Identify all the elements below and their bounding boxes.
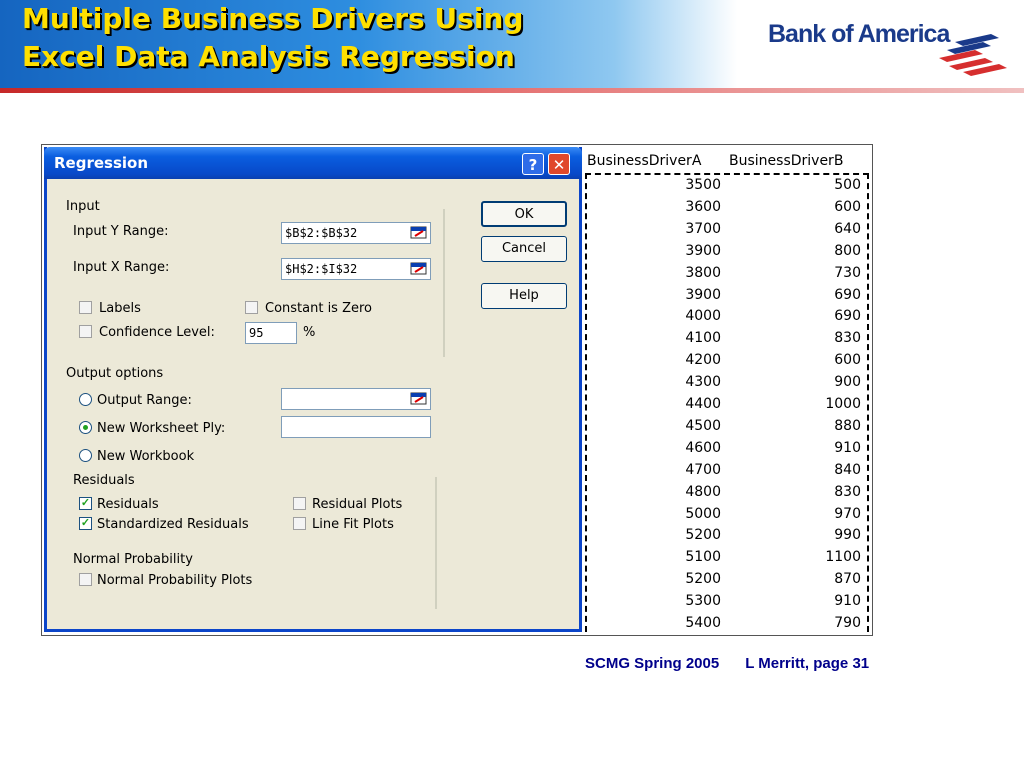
- input-x-label: Input X Range:: [73, 260, 170, 275]
- cell-driver-a[interactable]: 4800: [685, 483, 721, 500]
- cell-driver-b[interactable]: 830: [834, 483, 861, 500]
- range-collapse-icon[interactable]: [409, 260, 429, 278]
- spreadsheet-data: [585, 147, 869, 632]
- output-range-radio[interactable]: [79, 393, 92, 406]
- residual-plots-checkbox[interactable]: [293, 497, 306, 510]
- help-question-icon[interactable]: ?: [522, 153, 544, 175]
- selection-marquee: [585, 173, 869, 175]
- group-divider: [443, 209, 445, 357]
- new-workbook-radio[interactable]: [79, 449, 92, 462]
- cell-driver-b[interactable]: 870: [834, 571, 861, 588]
- close-icon[interactable]: ✕: [548, 153, 570, 175]
- cell-driver-a[interactable]: 5100: [685, 549, 721, 566]
- cell-driver-b[interactable]: 790: [834, 615, 861, 631]
- slide-title-line1: Multiple Business Drivers Using: [22, 2, 524, 35]
- cell-driver-b[interactable]: 690: [834, 286, 861, 303]
- ok-button[interactable]: OK: [481, 201, 567, 227]
- output-group-label: Output options: [66, 366, 164, 381]
- regression-dialog: [44, 147, 582, 632]
- constant-zero-checkbox[interactable]: [245, 301, 258, 314]
- confidence-value-field[interactable]: 95: [245, 322, 297, 344]
- cell-driver-b[interactable]: 600: [834, 198, 861, 215]
- cell-driver-a[interactable]: 4600: [685, 439, 721, 456]
- new-ply-radio[interactable]: [79, 421, 92, 434]
- cell-driver-b[interactable]: 910: [834, 439, 861, 456]
- selection-marquee: [867, 173, 869, 632]
- new-ply-field[interactable]: [281, 416, 431, 438]
- labels-checkbox[interactable]: [79, 301, 92, 314]
- cancel-button[interactable]: Cancel: [481, 236, 567, 262]
- residuals-checkbox[interactable]: ✓: [80, 497, 91, 509]
- cell-driver-a[interactable]: 5200: [685, 571, 721, 588]
- cell-driver-b[interactable]: 600: [834, 352, 861, 369]
- range-collapse-icon[interactable]: [409, 390, 429, 408]
- confidence-label: Confidence Level:: [99, 325, 215, 340]
- new-workbook-label: New Workbook: [97, 449, 195, 464]
- bank-logo-text: Bank of America: [768, 20, 950, 48]
- cell-driver-b[interactable]: 970: [834, 505, 861, 522]
- confidence-checkbox[interactable]: [79, 325, 92, 338]
- range-collapse-icon[interactable]: [409, 224, 429, 242]
- cell-driver-b[interactable]: 830: [834, 330, 861, 347]
- cell-driver-b[interactable]: 900: [834, 374, 861, 391]
- cell-driver-a[interactable]: 5300: [685, 593, 721, 610]
- selected-dot-icon: [83, 425, 88, 430]
- line-fit-label: Line Fit Plots: [312, 517, 394, 532]
- cell-driver-b[interactable]: 640: [834, 220, 861, 237]
- cell-driver-b[interactable]: 730: [834, 264, 861, 281]
- cell-driver-a[interactable]: 3600: [685, 198, 721, 215]
- residual-plots-label: Residual Plots: [312, 497, 403, 512]
- cell-driver-b[interactable]: 1000: [825, 396, 861, 412]
- banner-divider: [0, 88, 1024, 93]
- input-x-range-field[interactable]: $H$2:$I$32: [281, 258, 431, 280]
- footer-page-number: 31: [852, 655, 870, 672]
- cell-driver-a[interactable]: 4000: [685, 308, 721, 325]
- cell-driver-a[interactable]: 3900: [685, 242, 721, 259]
- cell-driver-b[interactable]: 690: [834, 308, 861, 325]
- cell-driver-a[interactable]: 4100: [685, 330, 721, 347]
- new-ply-label: New Worksheet Ply:: [97, 421, 226, 436]
- cell-driver-a[interactable]: 4700: [685, 461, 721, 478]
- dialog-titlebar[interactable]: [44, 147, 582, 179]
- percent-label: %: [303, 325, 316, 340]
- cell-driver-b[interactable]: 990: [834, 527, 861, 544]
- line-fit-checkbox[interactable]: [293, 517, 306, 530]
- cell-driver-a[interactable]: 5200: [685, 527, 721, 544]
- slide-title-line2: Excel Data Analysis Regression: [22, 40, 515, 73]
- labels-label: Labels: [99, 301, 141, 316]
- cell-driver-a[interactable]: 5000: [685, 505, 721, 522]
- cell-driver-a[interactable]: 4200: [685, 352, 721, 369]
- input-y-label: Input Y Range:: [73, 224, 169, 239]
- cell-driver-a[interactable]: 3500: [685, 177, 721, 193]
- flag-logo-icon: [933, 32, 1015, 76]
- column-header: BusinessDriverA: [587, 153, 702, 169]
- normal-group-label: Normal Probability: [73, 552, 193, 567]
- help-button[interactable]: Help: [481, 283, 567, 309]
- cell-driver-a[interactable]: 3900: [685, 286, 721, 303]
- cell-driver-a[interactable]: 3700: [685, 220, 721, 237]
- screenshot-frame: [41, 144, 873, 636]
- cell-driver-a[interactable]: 4300: [685, 374, 721, 391]
- dialog-title: Regression: [54, 154, 149, 172]
- residuals-group-label: Residuals: [73, 473, 135, 488]
- footer-author: L Merritt, page: [745, 655, 849, 672]
- constant-zero-label: Constant is Zero: [265, 301, 373, 316]
- cell-driver-b[interactable]: 880: [834, 417, 861, 434]
- residuals-label: Residuals: [97, 497, 159, 512]
- footer-event: SCMG Spring 2005: [585, 655, 720, 672]
- input-group-label: Input: [66, 199, 100, 214]
- cell-driver-b[interactable]: 800: [834, 242, 861, 259]
- std-residuals-label: Standardized Residuals: [97, 517, 249, 532]
- cell-driver-a[interactable]: 3800: [685, 264, 721, 281]
- std-residuals-checkbox[interactable]: ✓: [80, 517, 91, 529]
- normal-plots-checkbox[interactable]: [79, 573, 92, 586]
- selection-marquee: [585, 173, 587, 632]
- cell-driver-b[interactable]: 840: [834, 461, 861, 478]
- cell-driver-b[interactable]: 500: [834, 177, 861, 193]
- input-y-range-field[interactable]: $B$2:$B$32: [281, 222, 431, 244]
- cell-driver-a[interactable]: 5400: [685, 615, 721, 631]
- output-range-label: Output Range:: [97, 393, 192, 408]
- cell-driver-b[interactable]: 1100: [825, 549, 861, 566]
- normal-plots-label: Normal Probability Plots: [97, 573, 253, 588]
- slide-footer: [585, 655, 869, 672]
- cell-driver-a[interactable]: 4500: [685, 417, 721, 434]
- cell-driver-b[interactable]: 910: [834, 593, 861, 610]
- group-divider: [435, 477, 437, 609]
- column-header: BusinessDriverB: [729, 153, 844, 169]
- cell-driver-a[interactable]: 4400: [685, 396, 721, 412]
